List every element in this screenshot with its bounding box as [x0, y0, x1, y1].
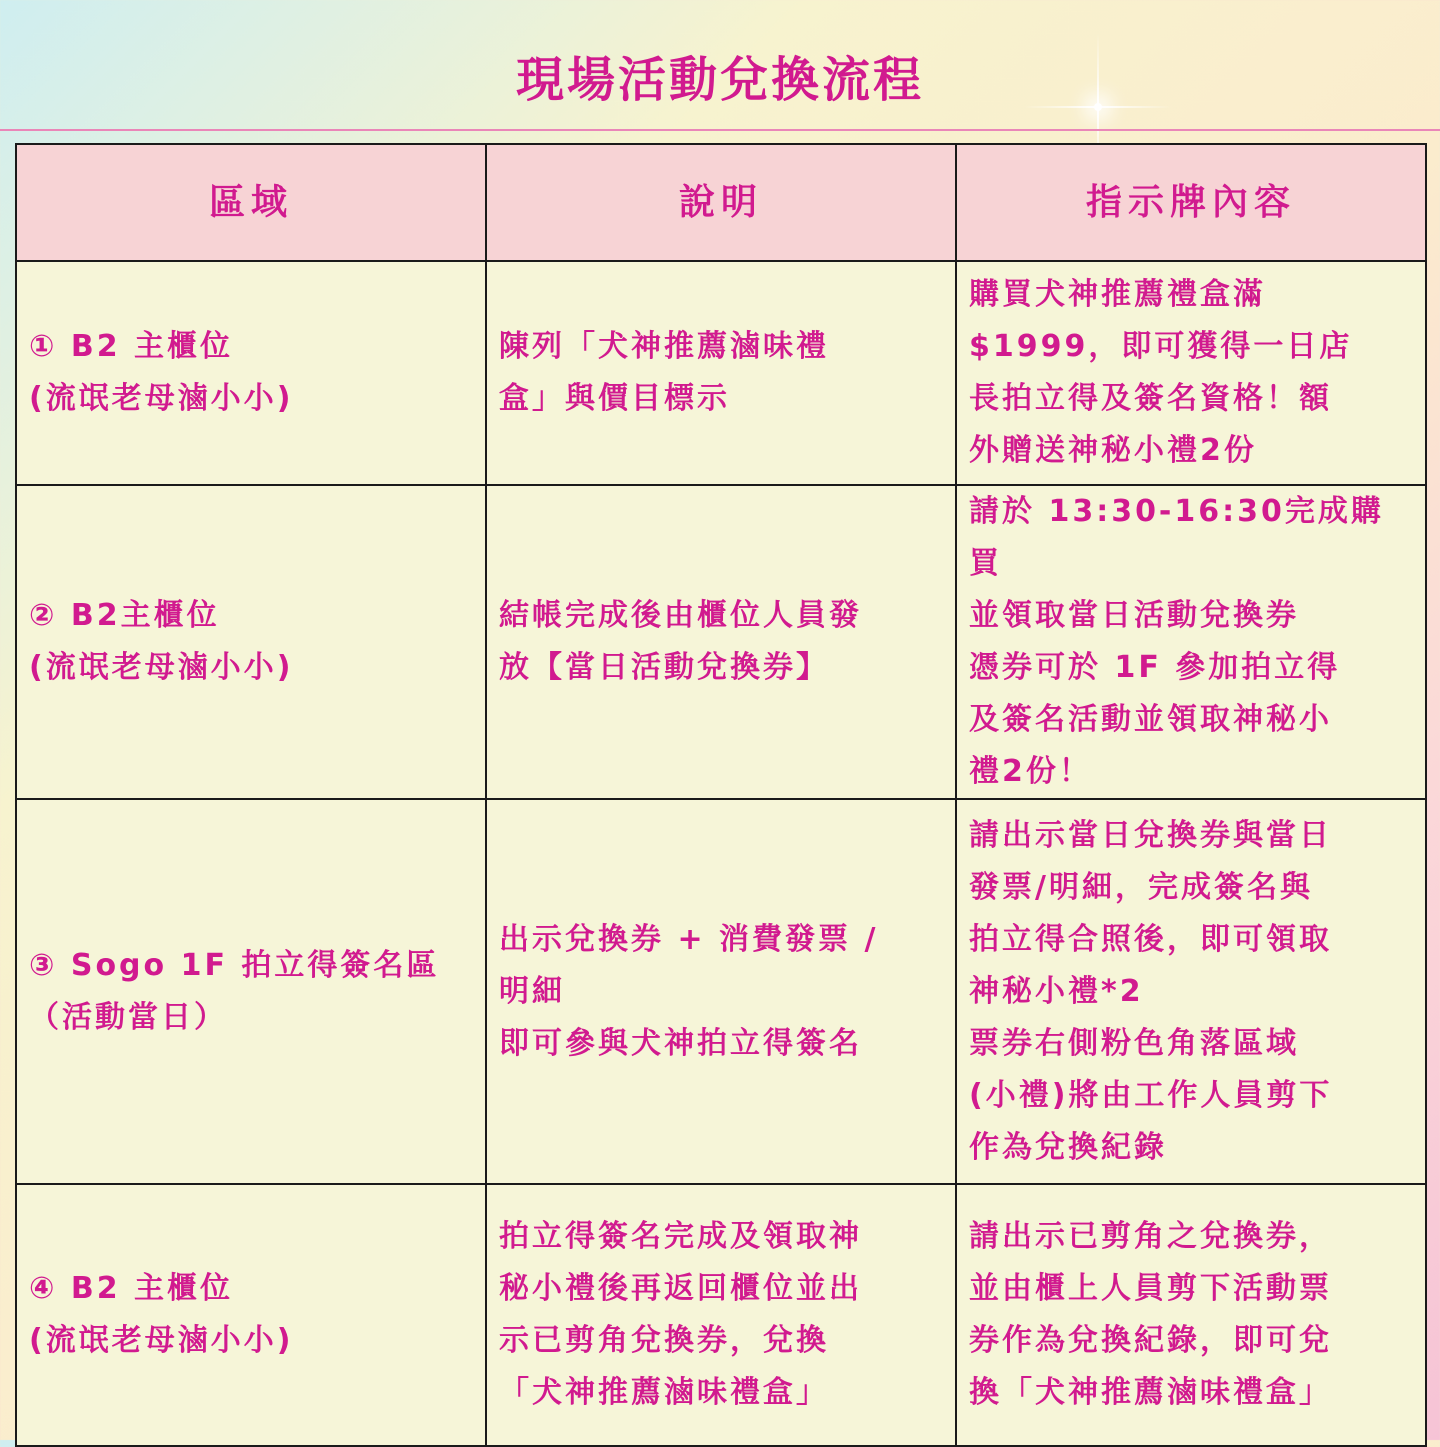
zone-cell	[16, 261, 486, 485]
zone-cell	[16, 485, 486, 799]
table-row	[16, 261, 1426, 485]
description-text: 出示兌換券 + 消費發票 / 明細 即可參與犬神拍立得簽名	[499, 921, 879, 1061]
description-cell	[486, 261, 956, 485]
sign-cell	[956, 799, 1426, 1184]
exchange-flow-table	[15, 143, 1427, 1447]
sign-cell	[956, 485, 1426, 799]
sign-text: 請出示已剪角之兌換券， 並由櫃上人員剪下活動票 券作為兌換紀錄，即可兌 換「犬神推薦滷味禮盒」	[969, 1219, 1332, 1410]
description-text: 拍立得簽名完成及領取神 秘小禮後再返回櫃位並出 示已剪角兌換券，兌換 「犬神推薦滷味禮盒」	[499, 1219, 862, 1410]
description-cell	[486, 485, 956, 799]
sign-cell	[956, 261, 1426, 485]
table-row	[16, 485, 1426, 799]
title-divider	[0, 129, 1440, 131]
zone-cell	[16, 799, 486, 1184]
sign-cell	[956, 1184, 1426, 1446]
sign-text: 請出示當日兌換券與當日 發票/明細，完成簽名與 拍立得合照後，即可領取 神秘小禮*2 票券右側粉色角落區域 (小禮)將由工作人員剪下 作為兌換紀錄	[969, 817, 1333, 1165]
zone-text: ③ Sogo 1F 拍立得簽名區 （活動當日）	[29, 947, 440, 1035]
description-cell	[486, 1184, 956, 1446]
table-header-row	[16, 144, 1426, 261]
table-row	[16, 1184, 1426, 1446]
zone-text: ① B2 主櫃位 (流氓老母滷小小)	[29, 329, 294, 416]
zone-text: ④ B2 主櫃位 (流氓老母滷小小)	[29, 1271, 294, 1358]
sign-text: 購買犬神推薦禮盒滿 $1999，即可獲得一日店 長拍立得及簽名資格！額 外贈送神秘小禮2份	[969, 277, 1353, 468]
header-sign-content: 指示牌內容	[956, 144, 1426, 261]
table-row	[16, 799, 1426, 1184]
description-cell	[486, 799, 956, 1184]
description-text: 陳列「犬神推薦滷味禮 盒」與價目標示	[499, 329, 829, 416]
sign-text: 請於 13:30-16:30完成購買 並領取當日活動兌換券 憑券可於 1F 參加拍立得 及簽名活動並領取神秘小 禮2份！	[969, 494, 1384, 789]
zone-cell	[16, 1184, 486, 1446]
header-zone: 區域	[16, 144, 486, 261]
description-text: 結帳完成後由櫃位人員發 放【當日活動兌換券】	[499, 598, 862, 685]
zone-text: ② B2主櫃位 (流氓老母滷小小)	[29, 598, 294, 685]
header-description: 說明	[486, 144, 956, 261]
page-title: 現場活動兌換流程	[515, 52, 924, 108]
